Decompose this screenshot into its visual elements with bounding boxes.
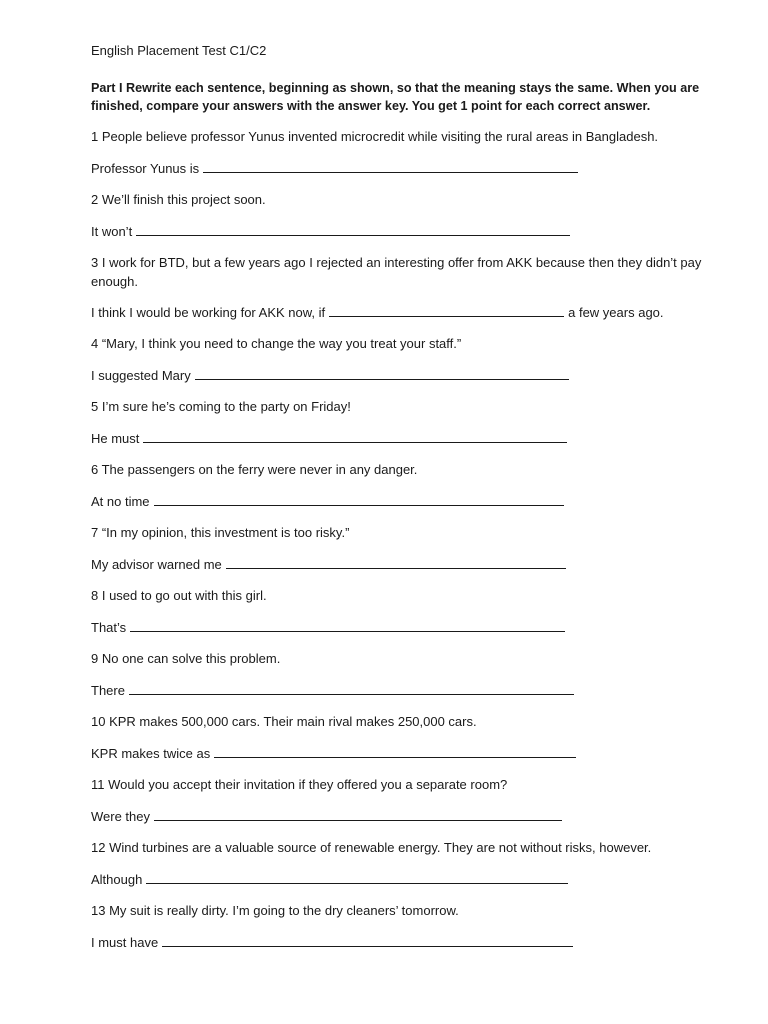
question-prompt: 4 “Mary, I think you need to change the way you treat your staff.” xyxy=(91,336,462,351)
answer-lead: Were they xyxy=(91,809,151,824)
question-item xyxy=(91,649,708,701)
answer-lead: I think I would be working for AKK now, if xyxy=(91,305,326,320)
answer-lead: I suggested Mary xyxy=(91,368,191,383)
question-prompt: 2 We’ll finish this project soon. xyxy=(91,192,266,207)
answer-lead: He must xyxy=(91,431,140,446)
answer-lead: There xyxy=(91,683,125,698)
answer-lead: Although xyxy=(91,872,143,887)
question-prompt: 5 I’m sure he’s coming to the party on Friday! xyxy=(91,399,351,414)
answer-blank[interactable] xyxy=(130,617,565,632)
answer-line xyxy=(91,302,708,323)
question-item xyxy=(91,334,708,386)
answer-blank[interactable] xyxy=(329,302,564,317)
answer-blank[interactable] xyxy=(154,491,564,506)
answer-blank[interactable] xyxy=(129,680,574,695)
question-item xyxy=(91,127,708,179)
answer-blank[interactable] xyxy=(143,428,567,443)
answer-line xyxy=(91,158,708,179)
question-item xyxy=(91,901,708,953)
question-prompt: 12 Wind turbines are a valuable source of renewable energy. They are not without risks, however. xyxy=(91,840,652,855)
answer-blank[interactable] xyxy=(214,743,576,758)
answer-lead: I must have xyxy=(91,935,159,950)
answer-lead: Professor Yunus is xyxy=(91,161,200,176)
answer-lead: At no time xyxy=(91,494,150,509)
answer-lead: KPR makes twice as xyxy=(91,746,211,761)
question-item xyxy=(91,712,708,764)
question-list xyxy=(91,127,708,953)
question-item xyxy=(91,775,708,827)
question-prompt: 9 No one can solve this problem. xyxy=(91,651,281,666)
question-item xyxy=(91,586,708,638)
instructions: Part I Rewrite each sentence, beginning as shown, so that the meaning stays the same. When you are finished, compare your answers with the answer key. You get 1 point for each correct answer. xyxy=(91,81,700,113)
answer-line xyxy=(91,428,708,449)
question-item xyxy=(91,523,708,575)
answer-lead: It won’t xyxy=(91,224,133,239)
question-item xyxy=(91,253,708,323)
question-prompt: 13 My suit is really dirty. I’m going to the dry cleaners’ tomorrow. xyxy=(91,903,459,918)
question-item xyxy=(91,397,708,449)
answer-suffix: a few years ago. xyxy=(568,305,664,320)
question-prompt: 1 People believe professor Yunus invented microcredit while visiting the rural areas in Bangladesh. xyxy=(91,129,659,144)
question-prompt: 8 I used to go out with this girl. xyxy=(91,588,267,603)
answer-blank[interactable] xyxy=(162,932,573,947)
answer-line xyxy=(91,365,708,386)
answer-line xyxy=(91,221,708,242)
answer-line xyxy=(91,491,708,512)
question-prompt: 6 The passengers on the ferry were never in any danger. xyxy=(91,462,418,477)
answer-lead: My advisor warned me xyxy=(91,557,222,572)
answer-blank[interactable] xyxy=(154,806,562,821)
answer-lead: That’s xyxy=(91,620,127,635)
answer-line xyxy=(91,680,708,701)
answer-line xyxy=(91,617,708,638)
answer-blank[interactable] xyxy=(146,869,568,884)
answer-line xyxy=(91,932,708,953)
question-item xyxy=(91,190,708,242)
question-prompt: 7 “In my opinion, this investment is too risky.” xyxy=(91,525,350,540)
question-prompt: 3 I work for BTD, but a few years ago I rejected an interesting offer from AKK because then they didn’t pay enough. xyxy=(91,255,702,289)
question-prompt: 11 Would you accept their invitation if they offered you a separate room? xyxy=(91,777,508,792)
answer-blank[interactable] xyxy=(136,221,570,236)
answer-line xyxy=(91,743,708,764)
page-title: English Placement Test C1/C2 xyxy=(91,43,267,58)
answer-blank[interactable] xyxy=(203,158,578,173)
answer-blank[interactable] xyxy=(195,365,569,380)
answer-line xyxy=(91,554,708,575)
answer-line xyxy=(91,806,708,827)
answer-line xyxy=(91,869,708,890)
question-item xyxy=(91,838,708,890)
answer-blank[interactable] xyxy=(226,554,566,569)
question-item xyxy=(91,460,708,512)
question-prompt: 10 KPR makes 500,000 cars. Their main rival makes 250,000 cars. xyxy=(91,714,477,729)
